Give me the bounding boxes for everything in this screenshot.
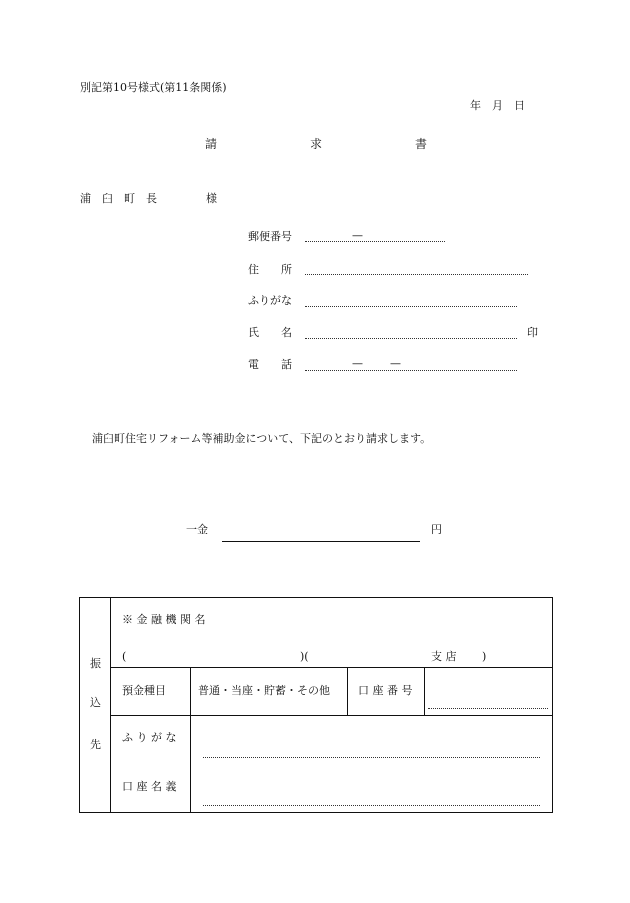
- table-row-divider-2: [110, 715, 552, 716]
- bank-mid-paren: )(: [300, 650, 309, 663]
- title-char-2: 求: [310, 137, 323, 151]
- seal-mark: 印: [527, 326, 538, 339]
- bank-name-label: ※ 金 融 機 関 名: [122, 613, 206, 626]
- branch-close-paren: ): [482, 650, 487, 663]
- side-label-1: 振: [90, 657, 101, 670]
- amount-unit: 円: [431, 523, 442, 536]
- furigana-label: ふりがな: [248, 294, 292, 307]
- form-number: 別記第10号様式(第11条関係): [80, 81, 227, 94]
- account-furigana-line: [203, 757, 540, 758]
- phone-line: [305, 370, 517, 371]
- phone-separator-2: —: [390, 357, 401, 370]
- title-char-3: 書: [415, 137, 428, 151]
- table-col-divider-3: [424, 667, 425, 715]
- postal-code-label: 郵便番号: [248, 230, 292, 243]
- postal-code-line: [305, 241, 445, 242]
- table-col-divider-1: [190, 667, 191, 812]
- account-holder-line: [203, 805, 540, 806]
- postal-code-separator: —: [352, 229, 363, 242]
- phone-separator-1: —: [352, 357, 363, 370]
- date-label: 年 月 日: [470, 99, 525, 112]
- address-label: 住 所: [248, 263, 292, 276]
- account-type-label: 預金種目: [122, 684, 166, 697]
- account-furigana-label: ふ り が な: [122, 731, 177, 744]
- request-statement: 浦臼町住宅リフォーム等補助金について、下記のとおり請求します。: [92, 432, 432, 445]
- amount-line: [222, 541, 420, 542]
- account-type-options: 普通・当座・貯蓄・その他: [198, 684, 330, 697]
- side-label-3: 先: [90, 738, 101, 751]
- phone-label: 電 話: [248, 358, 292, 371]
- table-side-divider: [110, 597, 111, 812]
- account-number-line: [428, 708, 548, 709]
- title-char-1: 請: [205, 137, 218, 151]
- address-line: [305, 274, 528, 275]
- name-label: 氏 名: [248, 326, 292, 339]
- furigana-line: [305, 306, 517, 307]
- account-number-label: 口 座 番 号: [358, 684, 413, 697]
- name-line: [305, 338, 517, 339]
- addressee-name: 浦 臼 町 長: [80, 192, 157, 205]
- table-col-divider-2: [347, 667, 348, 715]
- bank-open-paren: (: [122, 650, 127, 663]
- branch-label: 支 店: [431, 650, 457, 663]
- account-holder-label: 口 座 名 義: [122, 780, 177, 793]
- amount-prefix: 一金: [186, 523, 208, 536]
- side-label-2: 込: [90, 696, 101, 709]
- addressee-honorific: 様: [206, 192, 217, 205]
- table-row-divider-1: [110, 667, 552, 668]
